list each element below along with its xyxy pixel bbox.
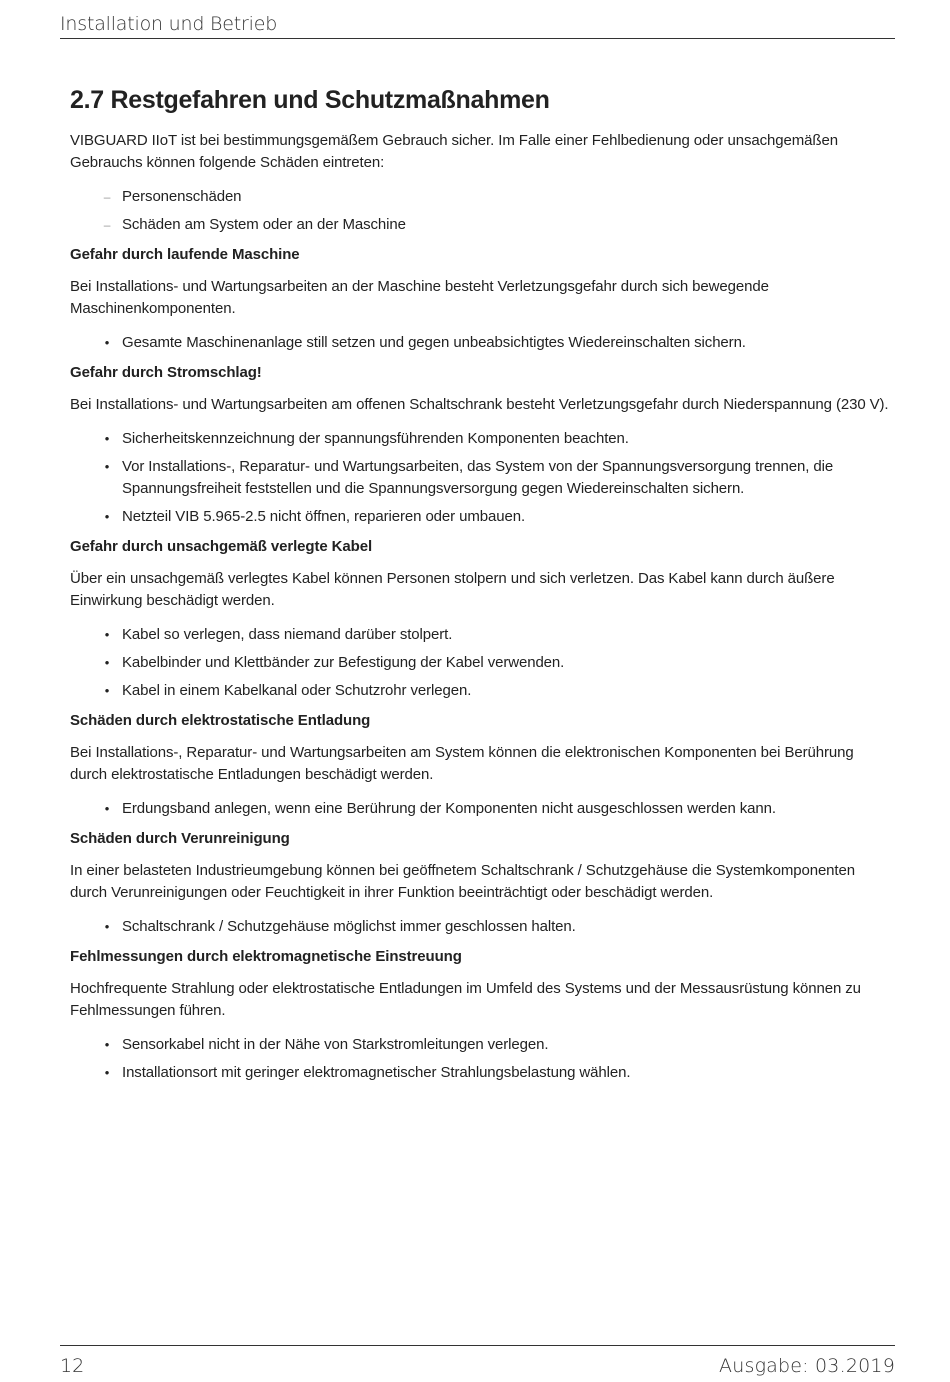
hazard-text: Über ein unsachgemäß verlegtes Kabel können Personen stolpern und sich verletzen. Das Kabel kann durch äußere Einwirkung beschädigt werden. xyxy=(70,570,835,609)
bullet-icon: • xyxy=(104,683,110,698)
hazard-measures xyxy=(70,428,890,528)
bullet-icon: • xyxy=(104,509,110,524)
dash-bullet-icon: – xyxy=(103,218,111,232)
hazard-text: Bei Installations- und Wartungsarbeiten am offenen Schaltschrank besteht Verletzungsgefahr durch Niederspannung (230 V). xyxy=(70,396,889,413)
bullet-icon: • xyxy=(104,655,110,670)
hazard-text: In einer belasteten Industrieumgebung können bei geöffnetem Schaltschrank / Schutzgehäuse die Systemkomponenten durch Verunreinigungen oder Feuchtigkeit in ihrer Funktion beeinträchtigt oder beschädigt werden. xyxy=(70,862,855,901)
list-item: • Gesamte Maschinenanlage still setzen und gegen unbeabsichtigtes Wiedereinschalten sichern. xyxy=(70,332,890,354)
bullet-icon: • xyxy=(104,801,110,816)
section-heading: 2.7 Restgefahren und Schutzmaßnahmen xyxy=(70,86,550,114)
intro-list xyxy=(70,186,890,236)
list-item: • Kabel so verlegen, dass niemand darüber stolpert. xyxy=(70,624,890,646)
hazard-title: Schäden durch elektrostatische Entladung xyxy=(70,712,371,729)
list-item: • Sicherheitskennzeichnung der spannungsführenden Komponenten beachten. xyxy=(70,428,890,450)
hazard-text: Hochfrequente Strahlung oder elektrostatische Entladungen im Umfeld des Systems und der Messausrüstung können zu Fehlmessungen führen. xyxy=(70,980,861,1019)
page-content xyxy=(70,80,890,1092)
running-footer xyxy=(60,1345,895,1382)
list-item: – Personenschäden xyxy=(70,186,890,208)
hazard-title: Fehlmessungen durch elektromagnetische Einstreuung xyxy=(70,948,462,965)
header-title: Installation und Betrieb xyxy=(60,13,278,35)
section-intro: VIBGUARD IIoT ist bei bestimmungsgemäßem Gebrauch sicher. Im Falle einer Fehlbedienung oder unsachgemäßen Gebrauchs können folgende Schäden eintreten: xyxy=(70,132,838,171)
bullet-icon: • xyxy=(104,627,110,642)
hazard-measures xyxy=(70,624,890,702)
hazard-title: Gefahr durch laufende Maschine xyxy=(70,246,300,263)
hazard-title: Gefahr durch Stromschlag! xyxy=(70,364,262,381)
list-item: • Sensorkabel nicht in der Nähe von Starkstromleitungen verlegen. xyxy=(70,1034,890,1056)
hazard-measures xyxy=(70,1034,890,1084)
edition-label: Ausgabe: 03.2019 xyxy=(719,1355,895,1377)
list-item: • Erdungsband anlegen, wenn eine Berührung der Komponenten nicht ausgeschlossen werden kann. xyxy=(70,798,890,820)
bullet-icon: • xyxy=(104,459,110,474)
dash-bullet-icon: – xyxy=(103,190,111,204)
list-item: • Installationsort mit geringer elektromagnetischer Strahlungsbelastung wählen. xyxy=(70,1062,890,1084)
bullet-icon: • xyxy=(104,431,110,446)
list-item: • Kabel in einem Kabelkanal oder Schutzrohr verlegen. xyxy=(70,680,890,702)
page-number: 12 xyxy=(60,1355,85,1377)
hazard-title: Schäden durch Verunreinigung xyxy=(70,830,290,847)
bullet-icon: • xyxy=(104,335,110,350)
list-item: – Schäden am System oder an der Maschine xyxy=(70,214,890,236)
hazard-measures xyxy=(70,332,890,354)
hazard-text: Bei Installations- und Wartungsarbeiten an der Maschine besteht Verletzungsgefahr durch sich bewegende Maschinenkomponenten. xyxy=(70,278,769,317)
hazard-text: Bei Installations-, Reparatur- und Wartungsarbeiten am System können die elektronischen Komponenten bei Berührung durch elektrostatische Entladungen beschädigt werden. xyxy=(70,744,854,783)
list-item: • Netzteil VIB 5.965-2.5 nicht öffnen, reparieren oder umbauen. xyxy=(70,506,890,528)
bullet-icon: • xyxy=(104,1065,110,1080)
list-item: • Schaltschrank / Schutzgehäuse möglichst immer geschlossen halten. xyxy=(70,916,890,938)
running-header xyxy=(60,12,895,39)
hazard-title: Gefahr durch unsachgemäß verlegte Kabel xyxy=(70,538,373,555)
hazard-measures xyxy=(70,798,890,820)
list-item: • Kabelbinder und Klettbänder zur Befestigung der Kabel verwenden. xyxy=(70,652,890,674)
bullet-icon: • xyxy=(104,919,110,934)
hazard-measures xyxy=(70,916,890,938)
list-item: • Vor Installations-, Reparatur- und Wartungsarbeiten, das System von der Spannungsversorgung trennen, die Spannungsfreiheit feststellen und die Spannungsversorgung gegen Wiedereinschalten sichern. xyxy=(70,456,890,500)
bullet-icon: • xyxy=(104,1037,110,1052)
